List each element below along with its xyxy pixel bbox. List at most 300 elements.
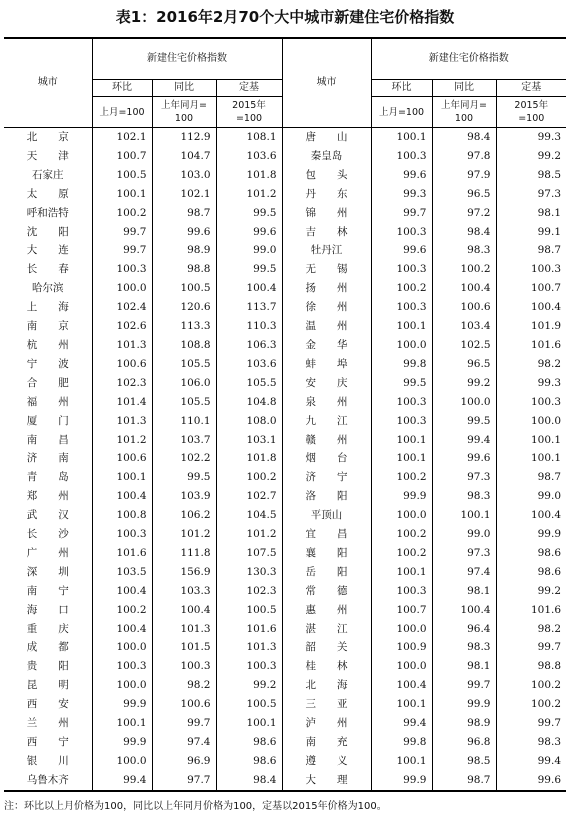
city-cell: 烟 台 [282,449,371,468]
table-row [4,601,566,620]
base-cell: 100.1 [496,449,566,468]
yoy-cell: 98.2 [152,676,216,695]
mom-cell: 100.0 [371,506,432,525]
city-cell: 遵 义 [282,752,371,771]
base-cell: 98.4 [216,771,282,791]
city-cell: 长 春 [26,263,69,276]
city-cell: 西 安 [26,698,69,711]
yoy-cell: 96.8 [432,733,496,752]
yoy-cell: 99.4 [432,431,496,450]
base-cell: 98.2 [496,355,566,374]
mom-cell: 100.6 [92,449,152,468]
base-cell: 99.2 [496,147,566,166]
table-row [4,771,566,791]
city-cell: 南 京 [26,320,69,333]
city-cell: 哈尔滨 [32,282,64,295]
table-row [4,506,566,525]
mom-cell: 100.1 [371,431,432,450]
table-title: 表1：2016年2月70个大中城市新建住宅价格指数 [115,8,455,26]
table-row [4,241,566,260]
city-cell: 惠 州 [282,601,371,620]
city-cell: 三 亚 [282,695,371,714]
city-cell: 天 津 [26,149,69,162]
city-cell: 沈 阳 [26,225,69,238]
mom-cell: 100.4 [92,487,152,506]
mom-cell: 100.1 [92,714,152,733]
base-cell: 100.4 [496,506,566,525]
city-cell: 呼和浩特 [26,206,69,219]
yoy-cell: 98.3 [432,638,496,657]
table-row [4,487,566,506]
mom-cell: 100.8 [92,506,152,525]
base-cell: 103.1 [216,431,282,450]
table-row [4,525,566,544]
table-row [4,638,566,657]
yoy-cell: 103.4 [432,317,496,336]
base-cell: 98.3 [496,733,566,752]
yoy-cell: 96.5 [432,355,496,374]
yoy-cell: 98.9 [152,241,216,260]
mom-cell: 100.7 [92,147,152,166]
mom-cell: 100.7 [371,601,432,620]
city-cell: 唐 山 [282,128,371,147]
mom-cell: 99.3 [371,185,432,204]
city-cell: 济 宁 [282,468,371,487]
table-row [4,298,566,317]
yoy-cell: 102.2 [152,449,216,468]
yoy-cell: 101.3 [152,620,216,639]
base-cell: 104.8 [216,393,282,412]
mom-cell: 100.9 [371,638,432,657]
city-cell: 武 汉 [26,509,69,522]
base-cell: 110.3 [216,317,282,336]
city-cell: 宜 昌 [282,525,371,544]
base-cell: 100.5 [216,695,282,714]
base-cell: 97.3 [496,185,566,204]
base-cell: 99.7 [496,714,566,733]
base-cell: 99.1 [496,223,566,242]
base-cell: 101.6 [496,336,566,355]
yoy-cell: 99.5 [152,468,216,487]
yoy-cell: 99.6 [432,449,496,468]
mom-cell: 99.4 [371,714,432,733]
base-cell: 103.6 [216,147,282,166]
yoy-cell: 99.7 [152,714,216,733]
base-cell: 113.7 [216,298,282,317]
yoy-cell: 100.1 [432,506,496,525]
yoy-cell: 100.0 [432,393,496,412]
yoy-cell: 100.5 [152,279,216,298]
table-row [4,147,566,166]
base-cell: 99.3 [496,128,566,147]
city-cell: 温 州 [282,317,371,336]
yoy-cell: 120.6 [152,298,216,317]
yoy-cell: 97.4 [152,733,216,752]
mom-cell: 100.4 [92,620,152,639]
base-cell: 100.7 [496,279,566,298]
yoy-cell: 97.3 [432,468,496,487]
mom-cell: 100.1 [371,317,432,336]
mom-cell: 100.4 [92,582,152,601]
base-cell: 98.5 [496,166,566,185]
yoy-cell: 99.2 [432,374,496,393]
yoy-cell: 100.4 [152,601,216,620]
city-cell: 西 宁 [26,736,69,748]
base-cell: 107.5 [216,544,282,563]
table-row [4,355,566,374]
mom-cell: 100.3 [371,147,432,166]
base-cell: 100.2 [216,468,282,487]
city-cell: 南 充 [282,733,371,752]
yoy-cell: 98.5 [432,752,496,771]
base-cell: 101.8 [216,449,282,468]
table-row [4,260,566,279]
base-cell: 99.2 [216,676,282,695]
yoy-cell: 100.4 [432,601,496,620]
base-subheader-right: 2015年 =100 [496,97,566,128]
table-row [4,204,566,223]
mom-cell: 101.3 [92,412,152,431]
city-cell: 桂 林 [282,657,371,676]
table-row [4,223,566,242]
base-cell: 99.4 [496,752,566,771]
base-cell: 101.3 [216,638,282,657]
city-cell: 乌鲁木齐 [4,771,92,791]
city-cell: 牡丹江 [282,241,371,260]
table-body [4,128,566,791]
table-row [4,752,566,771]
city-cell: 郑 州 [26,490,69,503]
mom-cell: 99.8 [371,355,432,374]
mom-cell: 100.3 [92,525,152,544]
yoy-header-left: 同比 [152,80,216,97]
city-cell: 长 沙 [26,528,69,541]
yoy-cell: 102.5 [432,336,496,355]
city-cell: 金 华 [282,336,371,355]
city-cell: 南 宁 [26,584,69,597]
table-row [4,279,566,298]
yoy-cell: 110.1 [152,412,216,431]
mom-cell: 100.5 [92,166,152,185]
table-row [4,393,566,412]
base-cell: 99.6 [216,223,282,242]
base-cell: 99.0 [496,487,566,506]
mom-cell: 102.1 [92,128,152,147]
table-row [4,582,566,601]
mom-cell: 100.2 [371,525,432,544]
table-row [4,620,566,639]
mom-cell: 100.0 [92,752,152,771]
city-cell: 福 州 [26,395,69,408]
base-cell: 99.9 [496,525,566,544]
yoy-cell: 100.4 [432,279,496,298]
table-row [4,317,566,336]
city-cell: 南 昌 [26,433,69,446]
base-cell: 100.2 [496,676,566,695]
city-cell: 平顶山 [282,506,371,525]
yoy-cell: 105.5 [152,393,216,412]
base-cell: 98.6 [216,752,282,771]
mom-cell: 100.2 [92,601,152,620]
mom-cell: 100.3 [371,393,432,412]
yoy-subheader-left: 上年同月= 100 [152,97,216,128]
mom-cell: 103.5 [92,563,152,582]
table-row [4,676,566,695]
base-cell: 102.3 [216,582,282,601]
yoy-cell: 97.3 [432,544,496,563]
yoy-cell: 103.9 [152,487,216,506]
mom-cell: 99.5 [371,374,432,393]
mom-header-left: 环比 [92,80,152,97]
yoy-cell: 96.9 [152,752,216,771]
mom-cell: 100.0 [92,279,152,298]
city-cell: 泸 州 [282,714,371,733]
base-cell: 99.0 [216,241,282,260]
city-cell: 海 口 [26,603,69,616]
base-cell: 99.5 [216,260,282,279]
base-cell: 99.2 [496,582,566,601]
city-cell: 宁 波 [26,357,69,370]
city-cell: 昆 明 [26,679,69,692]
yoy-cell: 96.4 [432,620,496,639]
mom-header-right: 环比 [371,80,432,97]
yoy-cell: 98.4 [432,128,496,147]
table-header [4,38,566,128]
base-cell: 101.9 [496,317,566,336]
base-cell: 100.5 [216,601,282,620]
city-cell: 洛 阳 [282,487,371,506]
base-cell: 99.5 [216,204,282,223]
mom-cell: 100.3 [92,260,152,279]
base-cell: 100.1 [496,431,566,450]
table-row [4,449,566,468]
yoy-cell: 113.3 [152,317,216,336]
mom-cell: 99.7 [92,241,152,260]
city-cell: 石家庄 [32,168,64,181]
mom-cell: 100.0 [371,657,432,676]
mom-cell: 100.3 [371,412,432,431]
base-cell: 101.6 [496,601,566,620]
mom-cell: 100.1 [92,468,152,487]
city-cell: 湛 江 [282,620,371,639]
city-cell: 包 头 [282,166,371,185]
city-cell: 成 都 [26,641,69,654]
city-cell: 北 京 [4,128,92,147]
base-cell: 100.4 [216,279,282,298]
city-cell: 九 江 [282,412,371,431]
yoy-cell: 156.9 [152,563,216,582]
yoy-subheader-right: 上年同月= 100 [432,97,496,128]
base-cell: 130.3 [216,563,282,582]
mom-cell: 100.1 [371,128,432,147]
mom-cell: 100.1 [371,752,432,771]
price-index-table [4,37,566,792]
yoy-cell: 98.4 [432,223,496,242]
base-cell: 100.3 [496,393,566,412]
mom-cell: 100.1 [371,449,432,468]
mom-cell: 99.7 [371,204,432,223]
mom-cell: 100.1 [371,563,432,582]
yoy-cell: 99.5 [432,412,496,431]
mom-cell: 100.0 [371,336,432,355]
yoy-cell: 98.3 [432,487,496,506]
base-cell: 101.2 [216,525,282,544]
table-row [4,166,566,185]
yoy-cell: 100.6 [152,695,216,714]
mom-cell: 99.9 [371,487,432,506]
base-header-right: 定基 [496,80,566,97]
yoy-cell: 97.8 [432,147,496,166]
base-cell: 99.6 [496,771,566,791]
yoy-cell: 108.8 [152,336,216,355]
base-cell: 100.1 [216,714,282,733]
mom-cell: 101.4 [92,393,152,412]
city-cell: 贵 阳 [26,660,69,673]
yoy-cell: 96.5 [432,185,496,204]
base-cell: 108.0 [216,412,282,431]
mom-cell: 102.3 [92,374,152,393]
yoy-cell: 98.1 [432,582,496,601]
city-cell: 秦皇岛 [282,147,371,166]
yoy-cell: 97.9 [432,166,496,185]
city-cell: 无 锡 [282,260,371,279]
yoy-cell: 98.9 [432,714,496,733]
mom-cell: 99.4 [92,771,152,791]
yoy-cell: 99.0 [432,525,496,544]
mom-cell: 100.6 [92,355,152,374]
yoy-cell: 99.6 [152,223,216,242]
city-cell: 厦 门 [26,414,69,427]
yoy-header-right: 同比 [432,80,496,97]
mom-cell: 99.8 [371,733,432,752]
yoy-cell: 111.8 [152,544,216,563]
yoy-cell: 102.1 [152,185,216,204]
city-header-left: 城市 [4,38,92,128]
yoy-cell: 98.7 [152,204,216,223]
city-cell: 兰 州 [26,717,69,730]
base-cell: 105.5 [216,374,282,393]
city-cell: 上 海 [26,301,69,314]
yoy-cell: 103.3 [152,582,216,601]
mom-cell: 99.9 [371,771,432,791]
city-cell: 岳 阳 [282,563,371,582]
base-cell: 102.7 [216,487,282,506]
mom-cell: 102.6 [92,317,152,336]
base-cell: 98.6 [216,733,282,752]
mom-cell: 101.2 [92,431,152,450]
yoy-cell: 98.8 [152,260,216,279]
base-cell: 101.2 [216,185,282,204]
base-cell: 98.8 [496,657,566,676]
city-cell: 赣 州 [282,431,371,450]
mom-cell: 100.3 [371,260,432,279]
table-row [4,733,566,752]
city-cell: 吉 林 [282,223,371,242]
city-cell: 锦 州 [282,204,371,223]
base-cell: 100.3 [496,260,566,279]
yoy-cell: 98.7 [432,771,496,791]
yoy-cell: 99.9 [432,695,496,714]
base-cell: 98.6 [496,563,566,582]
table-row [4,128,566,147]
base-cell: 98.1 [496,204,566,223]
city-cell: 泉 州 [282,393,371,412]
mom-cell: 101.3 [92,336,152,355]
table-row [4,431,566,450]
yoy-cell: 101.5 [152,638,216,657]
mom-cell: 101.6 [92,544,152,563]
city-cell: 丹 东 [282,185,371,204]
table-row [4,185,566,204]
yoy-cell: 98.3 [432,241,496,260]
index-group-header-right: 新建住宅价格指数 [371,38,566,80]
table-row [4,714,566,733]
yoy-cell: 98.1 [432,657,496,676]
city-cell: 青 岛 [26,471,69,484]
yoy-cell: 106.2 [152,506,216,525]
table-row [4,695,566,714]
mom-cell: 100.1 [92,185,152,204]
base-cell: 100.2 [496,695,566,714]
base-cell: 100.0 [496,412,566,431]
mom-cell: 99.6 [371,166,432,185]
yoy-cell: 97.7 [152,771,216,791]
yoy-cell: 112.9 [152,128,216,147]
yoy-cell: 99.7 [432,676,496,695]
base-cell: 98.6 [496,544,566,563]
city-cell: 韶 关 [282,638,371,657]
city-cell: 太 原 [26,187,69,200]
base-cell: 98.7 [496,241,566,260]
mom-cell: 99.7 [92,223,152,242]
mom-cell: 100.3 [371,298,432,317]
base-cell: 98.7 [496,468,566,487]
table-row [4,544,566,563]
mom-cell: 100.0 [92,676,152,695]
city-cell: 北 海 [282,676,371,695]
table-row [4,468,566,487]
table-row [4,412,566,431]
city-cell: 重 庆 [26,622,69,635]
yoy-cell: 101.2 [152,525,216,544]
city-cell: 杭 州 [26,338,69,351]
mom-cell: 100.2 [371,279,432,298]
city-cell: 安 庆 [282,374,371,393]
mom-cell: 100.1 [371,695,432,714]
city-cell: 蚌 埠 [282,355,371,374]
yoy-cell: 106.0 [152,374,216,393]
yoy-cell: 100.6 [432,298,496,317]
mom-cell: 100.2 [371,544,432,563]
table-row [4,374,566,393]
city-header-right: 城市 [282,38,371,128]
city-cell: 扬 州 [282,279,371,298]
base-cell: 106.3 [216,336,282,355]
yoy-cell: 100.2 [432,260,496,279]
base-cell: 103.6 [216,355,282,374]
base-cell: 101.8 [216,166,282,185]
mom-cell: 100.0 [92,638,152,657]
yoy-cell: 103.0 [152,166,216,185]
yoy-cell: 97.2 [432,204,496,223]
yoy-cell: 100.3 [152,657,216,676]
city-cell: 合 肥 [26,376,69,389]
yoy-cell: 105.5 [152,355,216,374]
mom-cell: 99.9 [92,733,152,752]
base-cell: 100.4 [496,298,566,317]
mom-cell: 100.2 [92,204,152,223]
city-cell: 广 州 [26,546,69,559]
